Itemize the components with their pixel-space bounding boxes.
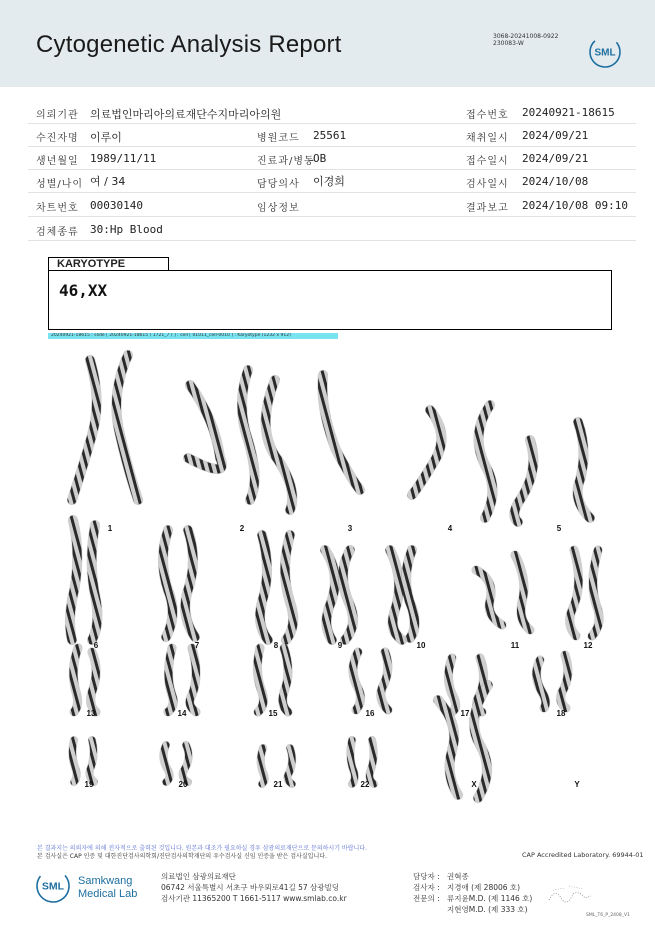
chromatid-14-b	[190, 648, 196, 712]
chromatid-4-b	[479, 405, 493, 518]
karyotype-result-box	[48, 270, 612, 330]
info-row-6	[28, 218, 636, 241]
info-row-2	[28, 124, 636, 147]
staff-tester-name: 지경애 (제 28006 호)	[447, 883, 521, 892]
brand-line-2: Medical Lab	[78, 888, 138, 900]
report-date-value: 2024/10/08 09:10	[522, 199, 628, 212]
form-code: SML_T6_P_2408_V1	[586, 913, 630, 918]
receipt-no-label: 접수번호	[466, 110, 509, 121]
sex-age-label: 성별/나이	[36, 179, 84, 190]
chromosome-label-22: 22	[360, 780, 370, 789]
chromosome-label-21: 21	[273, 780, 283, 789]
karyotype-value: 46,XX	[59, 281, 108, 300]
chromosome-label-20: 20	[178, 780, 188, 789]
dob-value: 1989/11/11	[90, 152, 157, 165]
chart-no-label: 차트번호	[36, 203, 79, 214]
svg-text:SML: SML	[41, 880, 65, 893]
collect-date-value: 2024/09/21	[522, 129, 589, 142]
org-contact: 검사기관 11365200 T 1661-5117 www.smlab.co.kr	[161, 894, 347, 903]
report-date-label: 결과보고	[466, 203, 509, 214]
chromosome-label-2: 2	[239, 524, 245, 533]
karyogram-image	[40, 340, 640, 810]
staff-tester-label: 검사자 :	[413, 883, 440, 892]
staff-charge-label: 담당자 :	[413, 872, 440, 881]
chromosome-label-12: 12	[583, 641, 593, 650]
staff-specialist-name: 류지윤M.D. (제 1146 호)	[447, 894, 533, 903]
chart-no-value: 00030140	[90, 199, 143, 212]
dob-label: 생년월일	[36, 156, 79, 167]
chromosome-label-10: 10	[416, 641, 426, 650]
test-date-label: 검사일시	[466, 179, 509, 190]
staff-charge	[413, 871, 469, 882]
chromatid-1-b	[116, 355, 138, 500]
chromosome-label-14: 14	[177, 709, 187, 718]
chromatid-20-b	[183, 745, 189, 782]
footer-note-1: 본 결과지는 의뢰자에 의해 전자적으로 출력된 것입니다. 원본과 대조가 필요하실 경우 삼광의료재단으로 문의하시기 바랍니다.	[37, 845, 368, 852]
clinical-label: 임상정보	[257, 203, 300, 214]
institution-label: 의뢰기관	[36, 110, 79, 121]
staff-specialist-2-name: 지현영M.D. (제 333 호)	[447, 905, 528, 914]
collect-date-label: 채취일시	[466, 133, 509, 144]
chromatid-7-b	[185, 530, 195, 637]
hospital-code-value: 25561	[313, 129, 347, 142]
report-title: Cytogenetic Analysis Report	[36, 31, 342, 58]
info-row-1	[28, 101, 636, 124]
doctor-value: 이경희	[313, 175, 345, 188]
chromatid-21-a	[261, 748, 265, 784]
receipt-date-label: 접수일시	[466, 156, 509, 167]
chromatid-5-a	[514, 440, 533, 522]
specimen-value: 30:Hp Blood	[90, 223, 163, 236]
doctor-label: 담당의사	[257, 179, 300, 190]
brand-line-1: Samkwang	[78, 875, 133, 887]
staff-specialist-label: 전문의 :	[413, 894, 440, 903]
report-header	[0, 0, 655, 87]
specimen-label: 검체종류	[36, 227, 79, 238]
svg-text:SML: SML	[594, 47, 616, 59]
report-code-line1: 3068-20241008-0922	[493, 33, 559, 40]
info-row-3	[28, 147, 636, 170]
chromosome-label-7: 7	[194, 641, 200, 650]
chromosome-label-11: 11	[510, 641, 520, 650]
chromatid-5-b	[578, 422, 590, 518]
chromosome-label-1: 1	[107, 524, 113, 533]
chromatid-2-a	[188, 385, 222, 469]
sex-age-value: 여 / 34	[90, 175, 126, 188]
patient-value: 이루이	[90, 131, 122, 144]
staff-tester	[413, 882, 520, 893]
chromosome-label-4: 4	[447, 524, 453, 533]
chromatid-19-b	[90, 740, 95, 782]
org-address: 06742 서울특별시 서초구 바우뫼로41길 57 삼광빌딩	[161, 883, 340, 892]
patient-label: 수진자명	[36, 133, 79, 144]
cap-accreditation: CAP Accredited Laboratory. 69944-01	[522, 851, 644, 859]
chromosome-label-6: 6	[93, 641, 99, 650]
chromosome-label-17: 17	[460, 709, 470, 718]
chromatid-8-a	[260, 535, 268, 640]
chromatid-3-a	[266, 380, 293, 510]
chromosome-label-15: 15	[268, 709, 278, 718]
test-date-value: 2024/10/08	[522, 175, 589, 188]
chromatid-13-a	[73, 648, 78, 712]
staff-specialist-2	[413, 904, 528, 915]
institution-value: 의료법인마리아의료재단수지마리아의원	[90, 108, 282, 121]
sml-logo-icon	[588, 35, 622, 69]
karyotype-label: KARYOTYPE	[48, 257, 169, 271]
receipt-no-value: 20240921-18615	[522, 106, 615, 119]
chromatid-6-b	[92, 525, 98, 640]
info-row-4	[28, 170, 636, 193]
report-code-line2: 230083-W	[493, 40, 524, 47]
chromatid-1-a	[72, 360, 97, 500]
chromatid-21-b	[288, 748, 293, 784]
hospital-code-label: 병원코드	[257, 133, 300, 144]
chromosome-label-y: Y	[574, 780, 580, 789]
chromatid-17-a	[448, 658, 455, 712]
chromatid-9-b	[343, 550, 353, 640]
chromosome-label-13: 13	[86, 709, 96, 718]
signature-icon	[545, 880, 595, 908]
receipt-date-value: 2024/09/21	[522, 152, 589, 165]
chromatid-10-b	[406, 550, 415, 638]
footer-note-2: 본 검사실은 CAP 인증 및 대한진단검사의학회/진단검사의학재단의 우수검사실 신임 인증을 받은 검사실입니다.	[37, 853, 327, 860]
staff-charge-name: 권혁종	[447, 872, 469, 881]
staff-specialist	[413, 893, 532, 904]
org-name: 의료법인 삼광의료재단	[161, 872, 236, 881]
chromosome-label-9: 9	[337, 641, 343, 650]
sml-logo-bottom-icon	[35, 868, 71, 904]
chromosome-label-8: 8	[273, 641, 279, 650]
info-row-5	[28, 194, 636, 217]
chromosome-label-19: 19	[84, 780, 94, 789]
chromosome-label-3: 3	[347, 524, 353, 533]
chromosome-label-18: 18	[556, 709, 566, 718]
chromosome-label-16: 16	[365, 709, 375, 718]
karyogram-caption: 20240921-18615 : slide [ 20240921-18615 ( 1721_7 ) ] : cell [ 01011_cell-0010 ] : Karyotype (1232 x 912)	[48, 333, 338, 339]
chromatid-8-b	[285, 535, 293, 640]
dept-label: 진료과/병동	[257, 156, 315, 167]
chromosome-label-5: 5	[556, 524, 562, 533]
dept-value: OB	[313, 152, 327, 165]
chromosome-label-x: X	[471, 780, 477, 789]
